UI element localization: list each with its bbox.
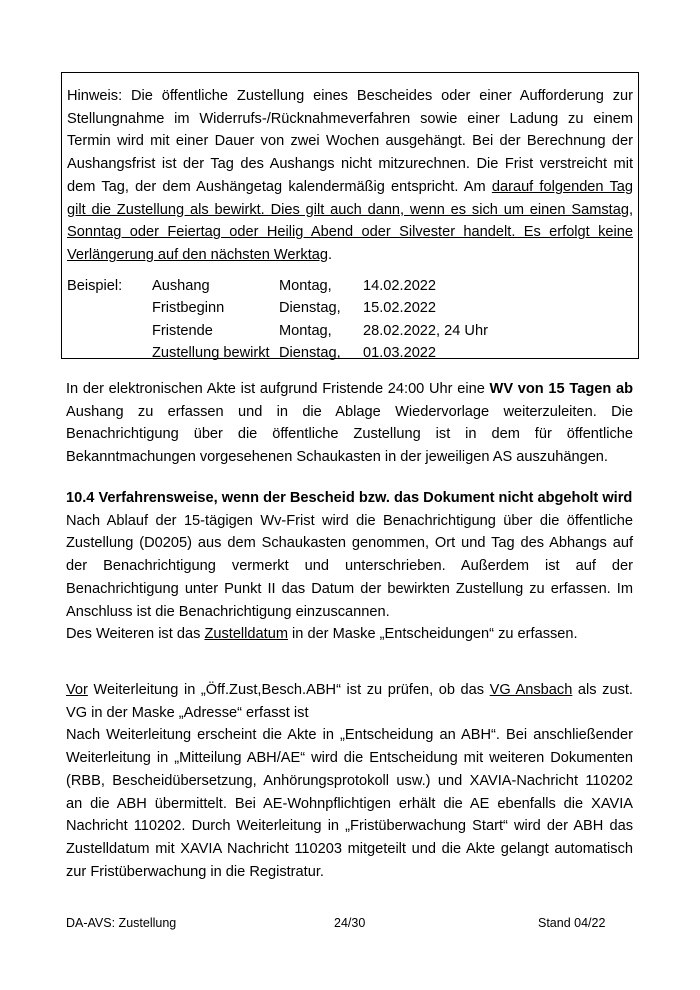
section-line2-start: Des Weiteren ist das <box>66 626 205 643</box>
wv-text-bold: WV von 15 Tagen ab <box>489 381 633 397</box>
wv-paragraph-text <box>66 378 633 469</box>
forwarding-body: Nach Weiterleitung erscheint die Akte in „Entscheidung an ABH“. Bei anschließender Weiterleitung in „Mitteilung ABH/AE“ wird die Entscheidung mit weiteren Dokumenten (RBB, Bescheidübersetzung, Anhörungsprotokoll usw.) und XAVIA-Nachricht 110202 an die ABH übermittelt. Bei AE-Wohnpflichtigen erhält die AE ebenfalls die XAVIA Nachricht 110202. Durch Weiterleitung in „Fristüberwachung Start“ wird der ABH das Zustelldatum mit XAVIA Nachricht 110203 mitgeteilt und die Akte gelangt automatisch zur Fristüberwachung in die Registratur. <box>66 727 633 880</box>
notice-text-underlined: darauf folgenden Tag gilt die Zustellung als bewirkt. Dies gilt auch dann, wenn es sich um einen Samstag, Sonntag oder Feiertag oder Heilig Abend oder Silvester handelt. Es erfolgt keine Verlängerung auf den nächsten Werktag <box>67 178 633 263</box>
footer-left: DA-AVS: Zustellung <box>66 916 177 930</box>
example-table <box>67 275 627 365</box>
wv-paragraph <box>66 378 633 469</box>
example-date: 01.03.2022 <box>363 345 437 362</box>
example-weekday: Montag, <box>279 322 332 339</box>
notice-text <box>67 85 633 267</box>
section-10-4 <box>66 487 633 646</box>
notice-text-end: . <box>327 246 333 263</box>
example-row <box>67 320 627 342</box>
zustelldatum-term: Zustelldatum <box>204 626 288 643</box>
vor-term: Vor <box>66 682 88 698</box>
forwarding-intro-end: als zust. VG in der Maske „Adresse“ erfasst ist <box>66 682 633 721</box>
wv-text-start: In der elektronischen Akte ist aufgrund Fristende 24:00 Uhr eine <box>66 381 490 397</box>
example-row <box>67 297 627 319</box>
example-row <box>67 275 627 297</box>
footer-right: Stand 04/22 <box>538 916 606 930</box>
section-heading: 10.4 Verfahrensweise, wenn der Bescheid bzw. das Dokument nicht abgeholt wird <box>66 490 633 506</box>
example-label: Beispiel: <box>67 278 123 294</box>
example-date: 15.02.2022 <box>363 300 437 317</box>
example-weekday: Montag, <box>279 278 332 294</box>
notice-box <box>61 72 639 362</box>
footer-page-number: 24/30 <box>334 916 366 930</box>
example-weekday: Dienstag, <box>279 345 341 362</box>
wv-text-end: Aushang zu erfassen und in die Ablage Wiedervorlage weiterzuleiten. Die Benachrichtigung über die öffentliche Zustellung ist in dem für öffentliche Bekanntmachungen vorgesehenen Schaukasten in der jeweiligen AS auszuhängen. <box>66 403 633 466</box>
example-row <box>67 342 627 364</box>
example-event: Zustellung bewirkt <box>152 345 270 362</box>
section-line2 <box>66 623 633 646</box>
notice-text-start: Hinweis: Die öffentliche Zustellung eines Bescheides oder einer Aufforderung zur Stellungnahme im Widerrufs-/Rücknahmeverfahren sowie einer Ladung zu einem Termin wird mit einer Dauer von zwei Wochen ausgehängt. Bei der Berechnung der Aushangsfrist ist der Tag des Aushangs nicht mitzurechnen. Die Frist verstreicht mit dem Tag, der dem Aushängetag kalendermäßig entspricht. Am <box>67 88 633 195</box>
example-date: 28.02.2022, 24 Uhr <box>363 322 488 339</box>
example-date: 14.02.2022 <box>363 278 437 294</box>
forwarding-intro-mid: Weiterleitung in „Öff.Zust,Besch.ABH“ ist zu prüfen, ob das <box>87 682 490 698</box>
example-event: Fristbeginn <box>152 300 225 317</box>
example-weekday: Dienstag, <box>279 300 341 317</box>
vg-ansbach-term: VG Ansbach <box>489 682 573 698</box>
example-event: Aushang <box>152 278 210 294</box>
forwarding-paragraph <box>66 679 633 883</box>
section-body: Nach Ablauf der 15-tägigen Wv-Frist wird die Benachrichtigung über die öffentliche Zustellung (D0205) aus dem Schaukasten genommen, Ort und Tag des Abhangs auf der Benachrichtigung vermerkt und unterschrieben. Außerdem ist auf der Benachrichtigung unter Punkt II das Datum der bewirkten Zustellung zu erfassen. Im Anschluss ist die Benachrichtigung einzuscannen. <box>66 512 633 620</box>
section-line2-end: in der Maske „Entscheidungen“ zu erfassen. <box>287 626 578 643</box>
example-event: Fristende <box>152 322 213 339</box>
forwarding-intro <box>66 679 633 724</box>
